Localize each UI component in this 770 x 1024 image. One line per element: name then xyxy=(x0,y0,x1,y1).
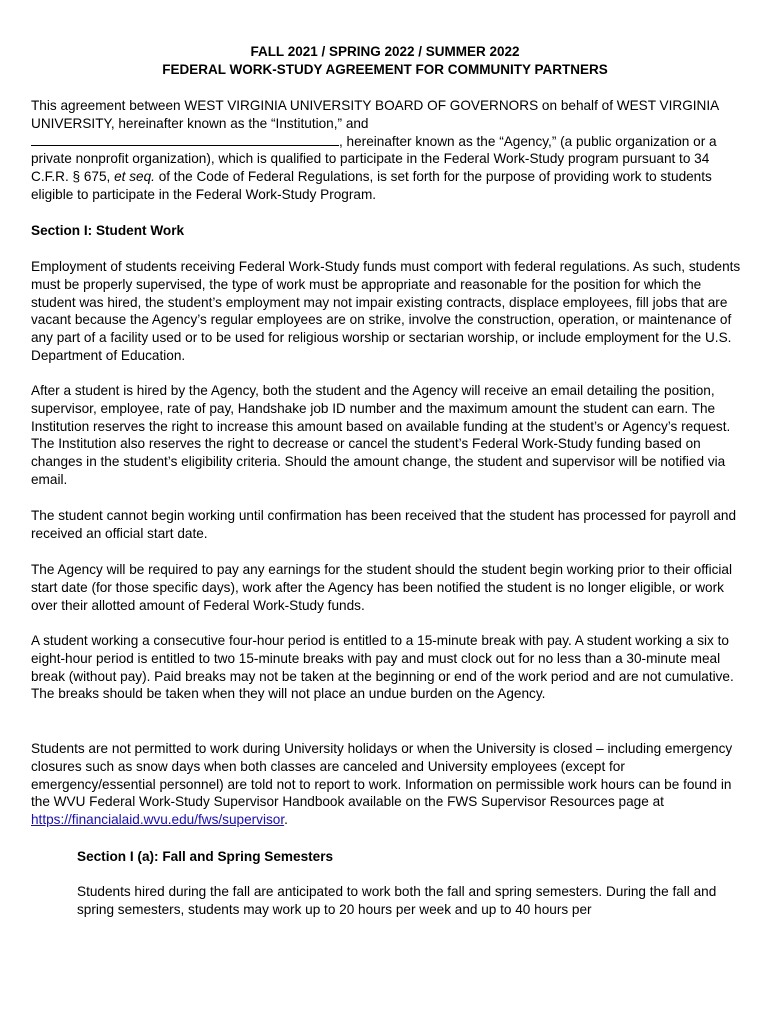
section-1-paragraph-1: Employment of students receiving Federal Work-Study funds must comport with federal regulations. As such, students must be properly supervised, the type of work must be appropriate and reasonable for the position for which the student was hired, the student’s employment may not impair existing contracts, displace employees, fill jobs that are vacant because the Agency’s regular employees are on strike, involve the construction, operation, or maintenance of any part of a facility used or to be used for religious worship or sectarian worship, or include employment for the U.S. Department of Education. xyxy=(31,259,741,363)
section-1a-heading: Section I (a): Fall and Spring Semesters xyxy=(77,849,334,864)
section-1-paragraph-6 xyxy=(31,740,743,829)
intro-italic: et seq. xyxy=(114,169,155,185)
section-1a-paragraph-1: Students hired during the fall are anticipated to work both the fall and spring semesters. During the fall and spring semesters, students may work up to 20 hours per week and up to 40 hours per xyxy=(77,884,717,917)
section-1-paragraph-3: The student cannot begin working until confirmation has been received that the student has processed for payroll and received an official start date. xyxy=(31,508,737,541)
intro-text-3: of the Code of Federal Regulations, is set forth for the purpose of providing work to students eligible to participate in the Federal Work-Study Program. xyxy=(31,169,712,202)
section-1-heading: Section I: Student Work xyxy=(31,223,185,238)
section-1-paragraph-2: After a student is hired by the Agency, both the student and the Agency will receive an email detailing the position, supervisor, employee, rate of pay, Handshake job ID number and the maximum amount the student can earn. The Institution reserves the right to increase this amount based on available funding at the student’s or Agency’s request. The Institution also reserves the right to decrease or cancel the student’s Federal Work-Study funding based on changes in the student’s eligibility criteria. Should the amount change, the student and supervisor will be notified via email. xyxy=(31,383,731,487)
section-1-paragraph-5: A student working a consecutive four-hour period is entitled to a 15-minute break with pay. A student working a six to eight-hour period is entitled to two 15-minute breaks with pay and must clock out for no less than a 30-minute meal break (without pay). Paid breaks may not be taken at the beginning or end of the work period and are not cumulative. The breaks should be taken when they will not place an undue burden on the Agency. xyxy=(31,633,734,702)
section-1-paragraph-6-text: Students are not permitted to work during University holidays or when the University is closed – including emergency closures such as snow days when both classes are canceled and University employees (except for emergency/essential personnel) are told not to report to work. Information on permissible work hours can be found in the WVU Federal Work-Study Supervisor Handbook available on the FWS Supervisor Resources page at xyxy=(31,741,733,810)
intro-text-2: , hereinafter known as the “Agency,” (a public organization or a private nonprofit organization), which is qualified to participate in the Federal Work-Study program pursuant to 34 C.F.R. § 675, xyxy=(31,133,717,185)
intro-paragraph xyxy=(31,97,743,204)
document-title-line-1: FALL 2021 / SPRING 2022 / SUMMER 2022 xyxy=(250,44,520,59)
supervisor-resources-link[interactable]: https://financialaid.wvu.edu/fws/supervisor xyxy=(31,812,285,828)
section-1-paragraph-6-end: . xyxy=(284,812,288,828)
section-1-paragraph-4: The Agency will be required to pay any earnings for the student should the student begin working prior to their official start date (for those specific days), work after the Agency has been notified the student is no longer eligible, or work over their allotted amount of Federal Work-Study funds. xyxy=(31,562,733,613)
agency-name-blank[interactable] xyxy=(31,133,339,146)
intro-text-1: This agreement between WEST VIRGINIA UNIVERSITY BOARD OF GOVERNORS on behalf of WEST VIRGINIA UNIVERSITY, hereinafter known as the “Institution,” and xyxy=(31,98,719,131)
document-title-line-2: FEDERAL WORK-STUDY AGREEMENT FOR COMMUNITY PARTNERS xyxy=(162,62,608,77)
